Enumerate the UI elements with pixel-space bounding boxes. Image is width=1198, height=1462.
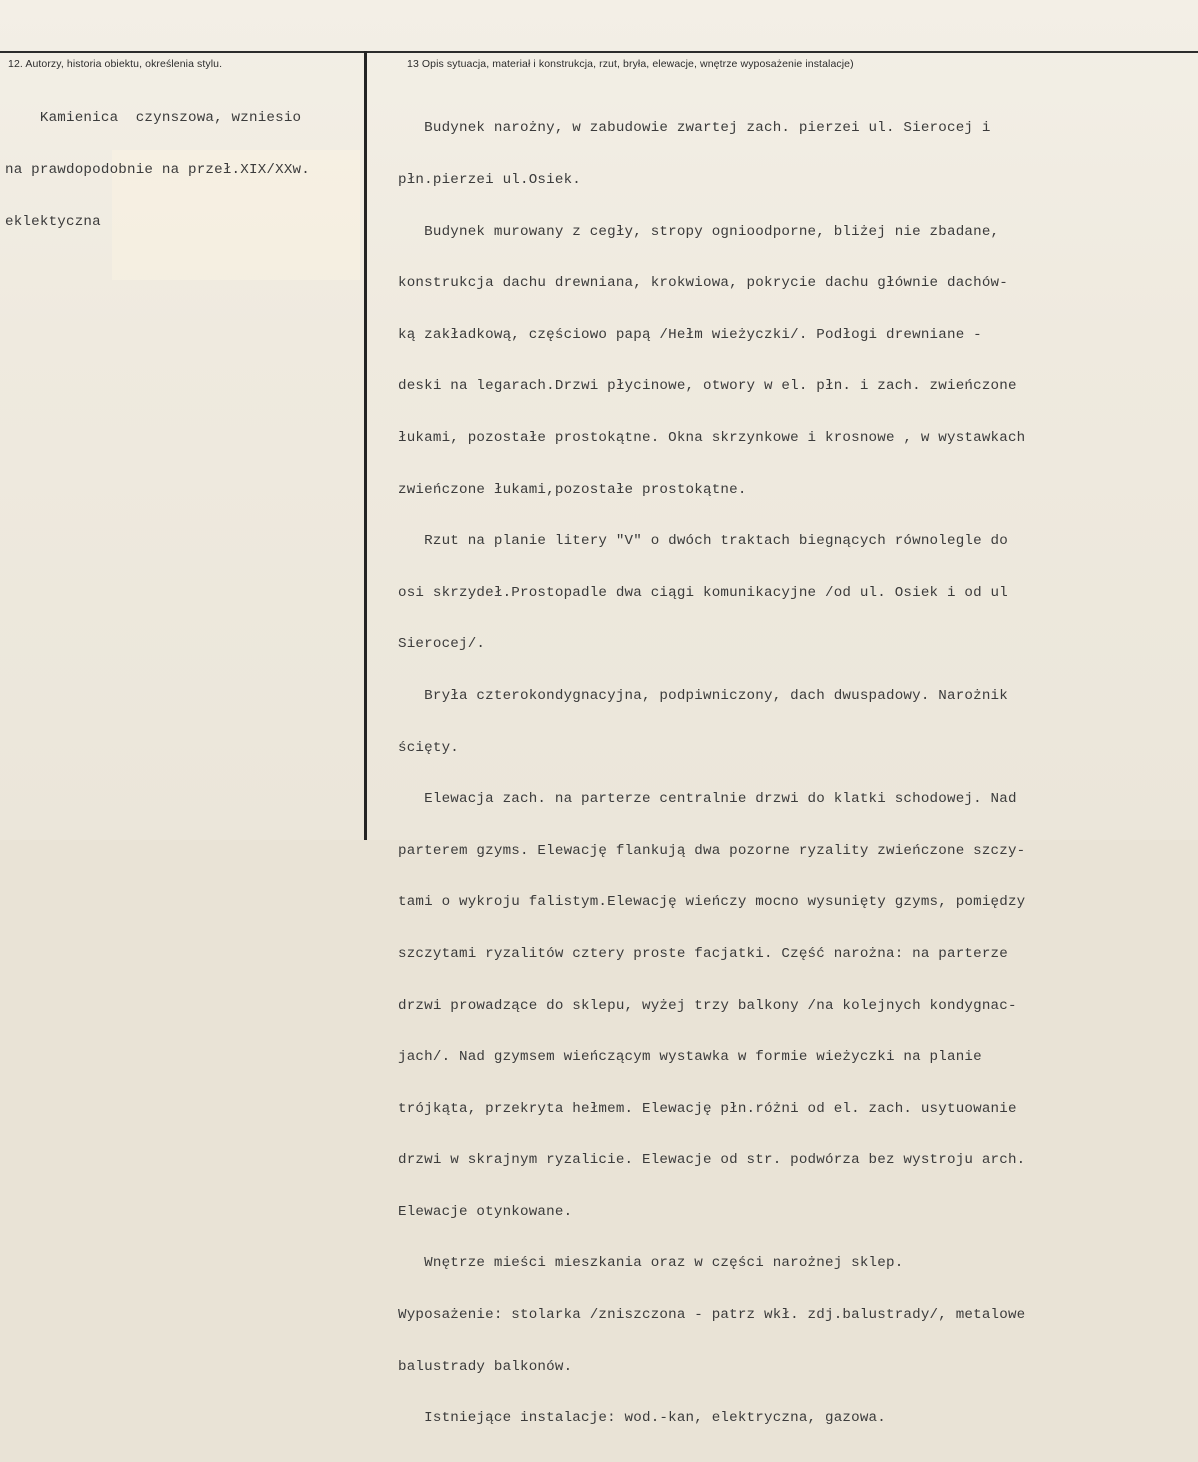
typed-line: Rzut na planie litery "V" o dwóch traktach biegnących równolegle do [398,533,1008,550]
typed-line: łukami, pozostałe prostokątne. Okna skrzynkowe i krosnowe , w wystawkach [398,429,1026,446]
typed-line: na prawdopodobnie na przeł.XIX/XXw. [5,162,310,178]
typed-line: zwieńczone łukami,pozostałe prostokątne. [398,481,747,498]
authors-history-style-text [5,76,310,265]
typed-line: Istniejące instalacje: wod.-kan, elektryczna, gazowa. [398,1410,886,1427]
typed-line: szczytami ryzalitów cztery proste facjatki. Część narożna: na parterze [398,945,1008,962]
faint-stamp-mark [3,774,43,796]
field-label-description: 13 Opis sytuacja, materiał i konstrukcja, rzut, bryła, elewacje, wnętrze wyposażenie instalacje) [407,58,854,70]
top-divider-line [0,51,1198,53]
typed-line: Sierocej/. [398,636,486,653]
column-divider-line [364,51,367,840]
typed-line: tami o wykroju falistym.Elewację wieńczy mocno wysunięty gzyms, pomiędzy [398,894,1026,911]
typed-line: Bryła czterokondygnacyjna, podpiwniczony, dach dwuspadowy. Narożnik [398,687,1008,704]
typed-line: osi skrzydeł.Prostopadle dwa ciągi komunikacyjne /od ul. Osiek i od ul [398,584,1008,601]
field-label-authors-history-style: 12. Autorzy, historia obiektu, określenia stylu. [8,58,223,70]
typed-line: eklektyczna [5,213,101,230]
typed-line: Wyposażenie: stolarka /zniszczona - patrz wkł. zdj.balustrady/, metalowe [398,1307,1026,1324]
typed-line: Elewacja zach. na parterze centralnie drzwi do klatki schodowej. Nad [398,791,1017,808]
typed-line: płn.pierzei ul.Osiek. [398,172,581,188]
typed-line: balustrady balkonów. [398,1358,573,1375]
typed-line: konstrukcja dachu drewniana, krokwiowa, pokrycie dachu głównie dachów- [398,275,1008,292]
typed-line: Wnętrze mieści mieszkania oraz w części narożnej sklep. [398,1255,904,1272]
typed-line: trójkąta, przekryta hełmem. Elewację płn.różni od el. zach. usytuowanie [398,1100,1017,1117]
typed-line: jach/. Nad gzymsem wieńczącym wystawka w formie wieżyczki na planie [398,1049,982,1066]
typed-line: deski na legarach.Drzwi płycinowe, otwory w el. płn. i zach. zwieńczone [398,378,1017,395]
typed-line: drzwi w skrajnym ryzalicie. Elewacje od str. podwórza bez wystroju arch. [398,1152,1026,1169]
description-text [398,86,1025,1462]
typed-line: Kamienica czynszowa, wzniesio [5,110,302,127]
typed-line: Elewacje otynkowane. [398,1203,573,1220]
typed-line: Budynek murowany z cegły, stropy ognioodporne, bliżej nie zbadane, [398,223,1000,240]
typed-line: parterem gzyms. Elewację flankują dwa pozorne ryzality zwieńczone szczy- [398,842,1026,859]
typed-line: ką zakładkową, częściowo papą /Hełm wieżyczki/. Podłogi drewniane - [398,326,982,343]
typed-line: ścięty. [398,739,459,756]
typed-line: drzwi prowadzące do sklepu, wyżej trzy balkony /na kolejnych kondygnac- [398,997,1017,1014]
typed-line: Budynek narożny, w zabudowie zwartej zach. pierzei ul. Sierocej i [398,120,991,137]
